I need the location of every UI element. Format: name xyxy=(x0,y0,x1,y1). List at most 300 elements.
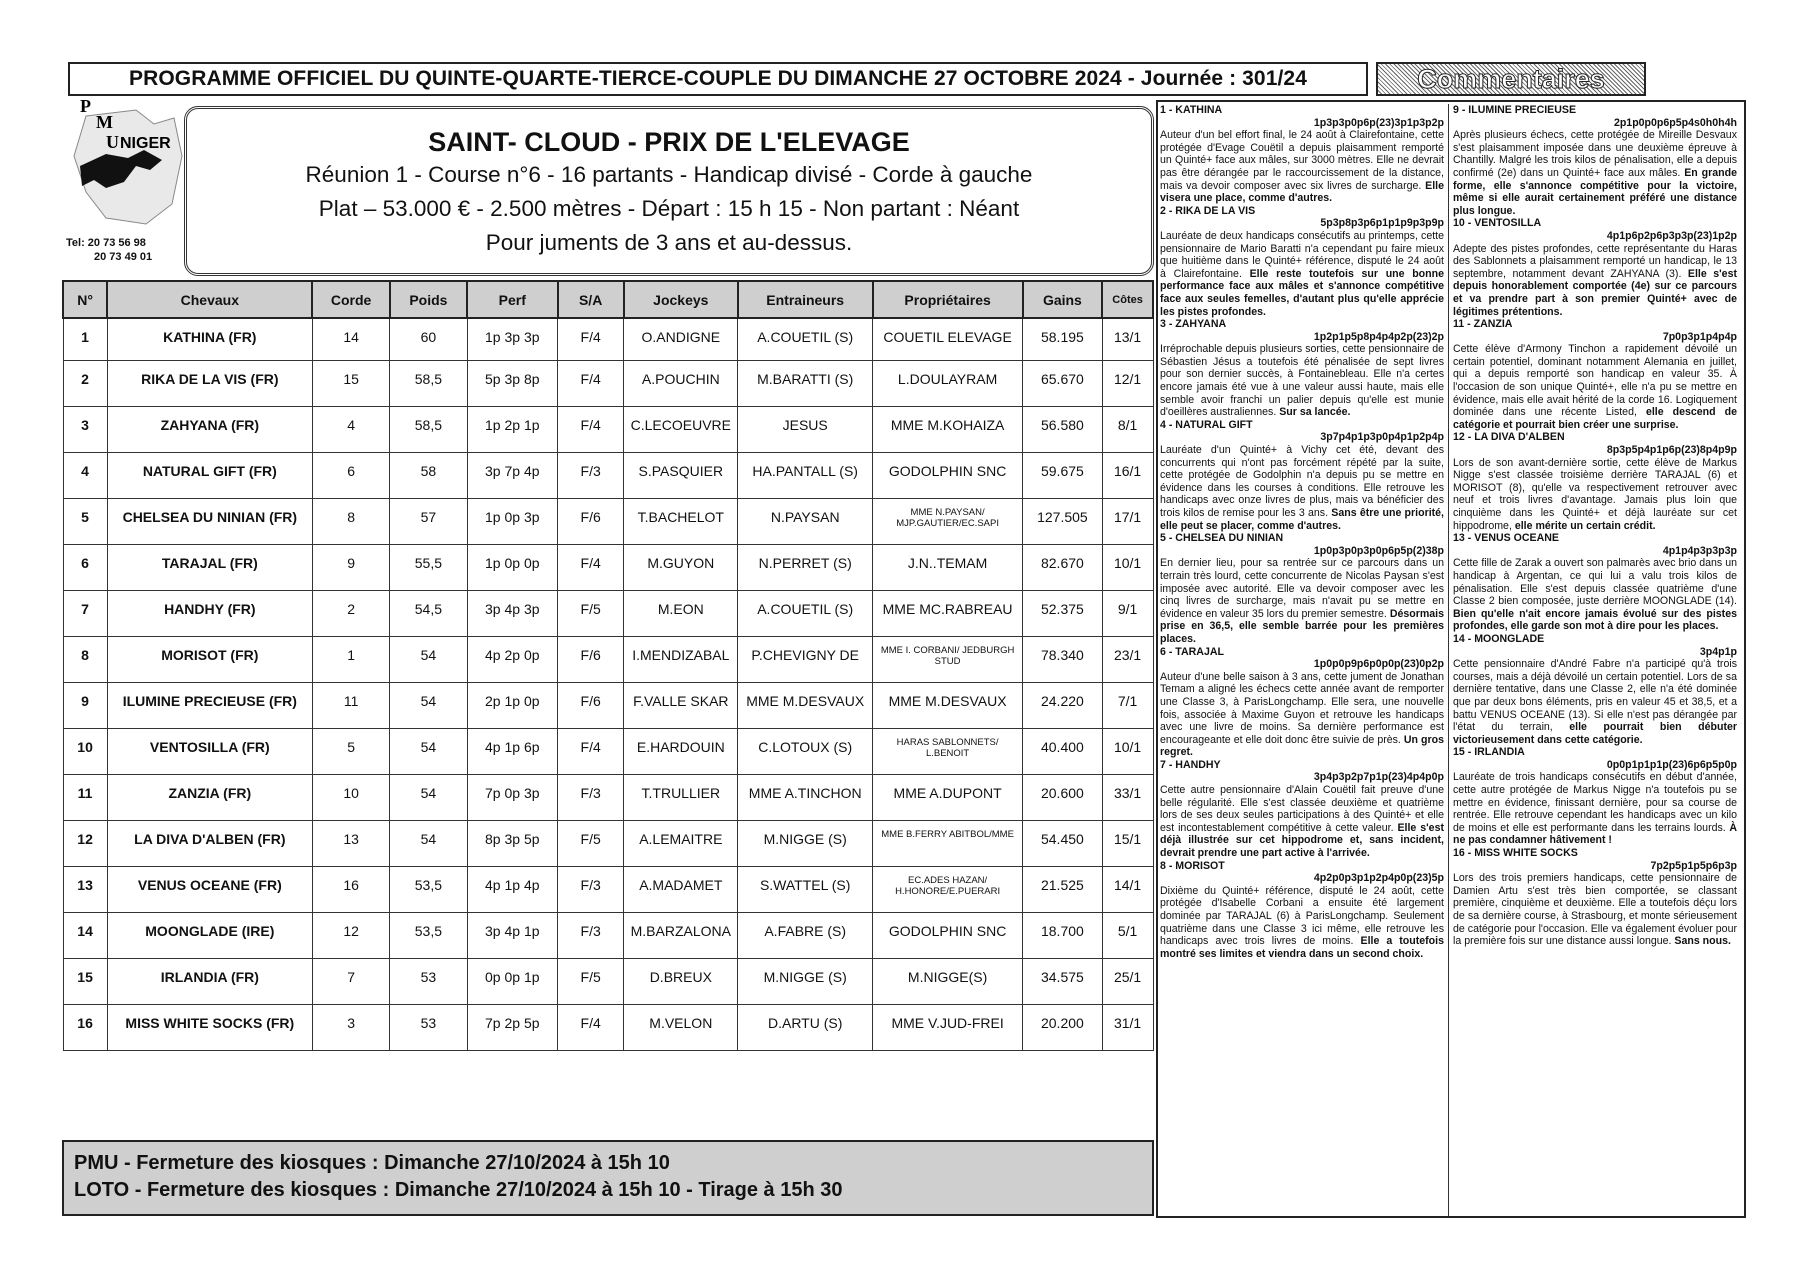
cell-sa: F/4 xyxy=(558,728,624,774)
header-sa: S/A xyxy=(558,281,624,318)
cell-poids: 58 xyxy=(390,452,467,498)
table-row xyxy=(63,820,1153,866)
cell-poids: 54 xyxy=(390,682,467,728)
runners-table xyxy=(62,280,1154,1051)
header-horse: Chevaux xyxy=(107,281,312,318)
comment-body: Auteur d'un bel effort final, le 24 août à Clairefontaine, cette protégée d'Evage Couëtil a depuis plaisamment remporté un Quinté+ face aux mâles, sur 3000 mètres. Elle ne devrait pas être dérangée par le raccourcissement de la distance, mais va devoir composer avec six livres de surcharge. xyxy=(1160,129,1444,192)
cell-poids: 55,5 xyxy=(390,544,467,590)
cell-gains: 20.600 xyxy=(1023,774,1102,820)
cell-corde: 8 xyxy=(312,498,389,544)
comment-perf: 1p0p3p0p3p0p6p5p(2)38p xyxy=(1313,544,1444,557)
cell-jockey: T.TRULLIER xyxy=(624,774,738,820)
race-line-3: Pour juments de 3 ans et au-dessus. xyxy=(485,230,853,255)
comment-perf: 2p1p0p0p6p5p4s0h0h4h xyxy=(1613,116,1737,129)
cell-trainer: M.NIGGE (S) xyxy=(738,958,873,1004)
comment-text xyxy=(1160,557,1444,645)
comment-block xyxy=(1160,318,1444,419)
cell-poids: 54 xyxy=(390,728,467,774)
cell-owner: MME B.FERRY ABITBOL/MME xyxy=(873,820,1023,866)
cell-cote: 25/1 xyxy=(1102,958,1153,1004)
cell-gains: 59.675 xyxy=(1023,452,1102,498)
cell-gains: 65.670 xyxy=(1023,360,1102,406)
cell-sa: F/6 xyxy=(558,636,624,682)
comment-body: Lauréate d'un Quinté+ à Vichy cet été, devant des concurrents qui n'ont pas forcément répété par la suite, cette protégée de Godolphin n'a depuis pu se mettre en évidence dans les courses à conditions. Elle retrouve les handicaps avec onze livres de plus, mais va bénéficier des trois kilos de remise pour les 3 ans. xyxy=(1160,444,1444,519)
comment-horse: 2 - RIKA DE LA VIS xyxy=(1160,204,1256,217)
cell-gains: 52.375 xyxy=(1023,590,1102,636)
cell-sa: F/5 xyxy=(558,590,624,636)
cell-perf: 8p 3p 5p xyxy=(467,820,558,866)
comment-block xyxy=(1160,860,1444,961)
cell-corde: 2 xyxy=(312,590,389,636)
comment-verdict: Sans être une priorité, elle peut se placer, comme d'autres. xyxy=(1160,507,1444,532)
cell-horse: RIKA DE LA VIS (FR) xyxy=(107,360,312,406)
cell-trainer: MME M.DESVAUX xyxy=(738,682,873,728)
comment-verdict: elle mérite un certain crédit. xyxy=(1514,519,1656,532)
cell-jockey: O.ANDIGNE xyxy=(624,318,738,360)
race-line-2: Plat – 53.000 € - 2.500 mètres - Départ : 15 h 15 - Non partant : Néant xyxy=(318,196,1020,221)
header-perf: Perf xyxy=(467,281,558,318)
comment-block xyxy=(1160,104,1444,205)
cell-owner: MME V.JUD-FREI xyxy=(873,1004,1023,1050)
comment-perf: 0p0p1p1p1p(23)6p6p5p0p xyxy=(1606,758,1737,771)
cell-gains: 56.580 xyxy=(1023,406,1102,452)
table-row xyxy=(63,452,1153,498)
cell-num: 11 xyxy=(63,774,107,820)
cell-horse: TARAJAL (FR) xyxy=(107,544,312,590)
comment-block xyxy=(1453,633,1737,746)
comment-text xyxy=(1453,457,1737,533)
cell-jockey: D.BREUX xyxy=(624,958,738,1004)
cell-sa: F/3 xyxy=(558,774,624,820)
comment-verdict: Elle visera une place, comme d'autres. xyxy=(1160,179,1444,205)
cell-jockey: S.PASQUIER xyxy=(624,452,738,498)
cell-trainer: N.PERRET (S) xyxy=(738,544,873,590)
cell-gains: 18.700 xyxy=(1023,912,1102,958)
cell-num: 12 xyxy=(63,820,107,866)
cell-owner: M.NIGGE(S) xyxy=(873,958,1023,1004)
cell-jockey: E.HARDOUIN xyxy=(624,728,738,774)
cell-num: 16 xyxy=(63,1004,107,1050)
cell-jockey: A.POUCHIN xyxy=(624,360,738,406)
comment-perf: 4p1p6p2p6p3p3p(23)1p2p xyxy=(1606,229,1737,242)
cell-gains: 40.400 xyxy=(1023,728,1102,774)
cell-cote: 12/1 xyxy=(1102,360,1153,406)
cell-trainer: JESUS xyxy=(738,406,873,452)
cell-cote: 31/1 xyxy=(1102,1004,1153,1050)
comment-body: Lauréate de deux handicaps consécutifs au printemps, cette pensionnaire de Mario Baratti n'a cependant pu faire mieux que huitième dans le Quinté+ référence, disputé le 24 août à Clairefontaine. xyxy=(1160,229,1444,280)
comment-perf: 3p7p4p1p3p0p4p1p2p4p xyxy=(1320,431,1444,444)
header-poids: Poids xyxy=(390,281,467,318)
cell-corde: 16 xyxy=(312,866,389,912)
cell-horse: KATHINA (FR) xyxy=(107,318,312,360)
cell-poids: 58,5 xyxy=(390,406,467,452)
cell-owner: J.N..TEMAM xyxy=(873,544,1023,590)
header-jockey: Jockeys xyxy=(624,281,738,318)
cell-gains: 127.505 xyxy=(1023,498,1102,544)
comment-body: Cette élève d'Armony Tinchon a rapidement dévoilé un certain potentiel, dominant notamment Alemania en juillet, qui a depuis remporté son handicap en valeur 35. À l'occasion de son unique Quinté+, elle n'a pu se mettre en évidence, mais elle avait hérité de la corde 16. Logiquement dominée dans une récente Listed, xyxy=(1453,343,1737,419)
comment-horse: 3 - ZAHYANA xyxy=(1160,318,1227,331)
comment-body: Cette fille de Zarak a ouvert son palmarès avec brio dans un handicap à Argentan, ce qui lui a valu trois kilos de pénalisation. Elle s'est depuis classée quatrième d'une Classe 2 bien composée, juste derrière MOONGLADE (14). xyxy=(1453,557,1737,608)
header-cote: Côtes xyxy=(1102,281,1153,318)
cell-corde: 14 xyxy=(312,318,389,360)
cell-horse: ILUMINE PRECIEUSE (FR) xyxy=(107,682,312,728)
comment-horse: 5 - CHELSEA DU NINIAN xyxy=(1160,532,1284,545)
cell-cote: 33/1 xyxy=(1102,774,1153,820)
comment-text xyxy=(1160,230,1444,318)
cell-num: 5 xyxy=(63,498,107,544)
cell-trainer: A.COUETIL (S) xyxy=(738,590,873,636)
comment-horse: 6 - TARAJAL xyxy=(1160,645,1224,658)
cell-cote: 5/1 xyxy=(1102,912,1153,958)
cell-horse: MISS WHITE SOCKS (FR) xyxy=(107,1004,312,1050)
cell-corde: 13 xyxy=(312,820,389,866)
cell-jockey: I.MENDIZABAL xyxy=(624,636,738,682)
cell-sa: F/3 xyxy=(558,452,624,498)
cell-trainer: HA.PANTALL (S) xyxy=(738,452,873,498)
comment-horse: 4 - NATURAL GIFT xyxy=(1160,418,1253,431)
cell-perf: 5p 3p 8p xyxy=(467,360,558,406)
cell-perf: 3p 4p 3p xyxy=(467,590,558,636)
cell-trainer: S.WATTEL (S) xyxy=(738,866,873,912)
pmu-niger-logo xyxy=(66,96,184,236)
loto-closing: LOTO - Fermeture des kiosques : Dimanche 27/10/2024 à 15h 10 - Tirage à 15h 30 xyxy=(74,1179,843,1201)
table-row xyxy=(63,958,1153,1004)
comment-perf: 7p0p3p1p4p4p xyxy=(1662,330,1737,343)
cell-corde: 10 xyxy=(312,774,389,820)
cell-owner: GODOLPHIN SNC xyxy=(873,912,1023,958)
cell-perf: 2p 1p 0p xyxy=(467,682,558,728)
table-row xyxy=(63,360,1153,406)
comment-horse: 15 - IRLANDIA xyxy=(1453,746,1525,759)
cell-owner: MME A.DUPONT xyxy=(873,774,1023,820)
cell-sa: F/4 xyxy=(558,318,624,360)
cell-perf: 4p 1p 4p xyxy=(467,866,558,912)
cell-poids: 57 xyxy=(390,498,467,544)
cell-horse: ZANZIA (FR) xyxy=(107,774,312,820)
cell-num: 4 xyxy=(63,452,107,498)
comment-horse: 16 - MISS WHITE SOCKS xyxy=(1453,847,1578,860)
comment-perf: 3p4p1p xyxy=(1699,645,1737,658)
comment-perf: 8p3p5p4p1p6p(23)8p4p9p xyxy=(1606,444,1737,457)
cell-num: 6 xyxy=(63,544,107,590)
cell-poids: 58,5 xyxy=(390,360,467,406)
cell-gains: 20.200 xyxy=(1023,1004,1102,1050)
cell-perf: 3p 4p 1p xyxy=(467,912,558,958)
cell-sa: F/4 xyxy=(558,544,624,590)
header-num: N° xyxy=(63,281,107,318)
comments-column-1 xyxy=(1160,104,1444,960)
cell-trainer: MME A.TINCHON xyxy=(738,774,873,820)
comment-horse: 7 - HANDHY xyxy=(1160,758,1221,771)
table-row xyxy=(63,544,1153,590)
cell-num: 2 xyxy=(63,360,107,406)
cell-num: 10 xyxy=(63,728,107,774)
comment-block xyxy=(1160,759,1444,860)
cell-owner: HARAS SABLONNETS/ L.BENOIT xyxy=(873,728,1023,774)
header-corde: Corde xyxy=(312,281,389,318)
cell-trainer: N.PAYSAN xyxy=(738,498,873,544)
comment-perf: 5p3p8p3p6p1p1p9p3p9p xyxy=(1320,217,1444,230)
cell-corde: 3 xyxy=(312,1004,389,1050)
cell-sa: F/4 xyxy=(558,406,624,452)
cell-gains: 34.575 xyxy=(1023,958,1102,1004)
cell-perf: 3p 7p 4p xyxy=(467,452,558,498)
pmu-closing: PMU - Fermeture des kiosques : Dimanche 27/10/2024 à 15h 10 xyxy=(74,1152,670,1174)
svg-text:P: P xyxy=(80,96,91,116)
comment-text xyxy=(1453,243,1737,319)
header-owner: Propriétaires xyxy=(873,281,1023,318)
comment-horse: 10 - VENTOSILLA xyxy=(1453,217,1542,230)
cell-poids: 53,5 xyxy=(390,866,467,912)
cell-num: 14 xyxy=(63,912,107,958)
cell-poids: 53 xyxy=(390,1004,467,1050)
cell-sa: F/4 xyxy=(558,360,624,406)
table-row xyxy=(63,590,1153,636)
cell-poids: 54 xyxy=(390,774,467,820)
comment-body: En dernier lieu, pour sa rentrée sur ce parcours dans un terrain très lourd, cette concurrente de Nicolas Paysan s'est imposée avec autorité. Elle va devoir composer avec les cinq livres de surcharge, mais n'avait pu se mettre en évidence en valeur 35 lors du premier semestre. xyxy=(1160,557,1444,620)
race-info-box xyxy=(184,106,1154,276)
table-row xyxy=(63,912,1153,958)
comment-body: Cette pensionnaire d'André Fabre n'a participé qu'à trois courses, mais a déjà dévoilé un certain potentiel. Lors de sa dernière tentative, dans une Classe 2, elle n'a été dominée que par deux bons éléments, pris en valeur 45 et 38,5, et a battu VENUS OCEANE (13). Si elle n'est pas dérangée par l'état du terrain, xyxy=(1453,658,1737,734)
comment-text xyxy=(1160,784,1444,860)
cell-trainer: P.CHEVIGNY DE xyxy=(738,636,873,682)
table-header-row xyxy=(63,281,1153,318)
table-row xyxy=(63,774,1153,820)
comment-verdict: À ne pas condamner hâtivement ! xyxy=(1453,821,1737,847)
table-row xyxy=(63,498,1153,544)
cell-corde: 6 xyxy=(312,452,389,498)
comment-block xyxy=(1160,419,1444,532)
comment-text xyxy=(1453,658,1737,746)
comment-verdict: elle pourrait bien débuter victorieusement dans cette catégorie. xyxy=(1453,721,1737,746)
cell-perf: 1p 2p 1p xyxy=(467,406,558,452)
comment-horse: 8 - MORISOT xyxy=(1160,859,1225,872)
comment-text xyxy=(1453,771,1737,847)
cell-jockey: M.GUYON xyxy=(624,544,738,590)
cell-corde: 15 xyxy=(312,360,389,406)
cell-cote: 7/1 xyxy=(1102,682,1153,728)
comment-block xyxy=(1160,646,1444,759)
cell-owner: MME M.DESVAUX xyxy=(873,682,1023,728)
cell-poids: 54,5 xyxy=(390,590,467,636)
comment-horse: 11 - ZANZIA xyxy=(1453,318,1513,331)
cell-sa: F/4 xyxy=(558,1004,624,1050)
comment-text xyxy=(1453,129,1737,217)
table-row xyxy=(63,636,1153,682)
cell-owner: COUETIL ELEVAGE xyxy=(873,318,1023,360)
cell-corde: 11 xyxy=(312,682,389,728)
cell-gains: 58.195 xyxy=(1023,318,1102,360)
cell-gains: 21.525 xyxy=(1023,866,1102,912)
comment-body: Après plusieurs échecs, cette protégée de Mireille Desvaux s'est plaisamment imposée dans une deuxième épreuve à Chantilly. Malgré les trois kilos de pénalisation, elle a depuis confirmé (2e) dans un Quinté+ face aux mâles. xyxy=(1453,129,1737,179)
comment-horse: 13 - VENUS OCEANE xyxy=(1453,532,1559,545)
cell-trainer: A.COUETIL (S) xyxy=(738,318,873,360)
svg-text:NIGER: NIGER xyxy=(120,135,171,152)
comment-body: Irréprochable depuis plusieurs sorties, cette pensionnaire de Sébastien Jésus a toutefois été pénalisée de sept livres pour son dernier succès, à Fontainebleau. Elle n'a certes encore jamais été vue à une valeur aussi haute, mais elle semble avoir franchi un palier depuis qu'elle est munie d'oeillères australiennes. xyxy=(1160,343,1444,419)
comment-body: Lauréate de trois handicaps consécutifs en début d'année, cette autre protégée de Markus Nigge n'a toutefois pu se mettre en évidence, finissant dernière, pour sa course de rentrée. Elle retrouve cependant les handicaps avec un kilo de moins et elle est performante dans les terrains lourds. xyxy=(1453,771,1737,834)
cell-cote: 16/1 xyxy=(1102,452,1153,498)
cell-trainer: M.BARATTI (S) xyxy=(738,360,873,406)
cell-corde: 5 xyxy=(312,728,389,774)
cell-owner: L.DOULAYRAM xyxy=(873,360,1023,406)
comment-text xyxy=(1160,444,1444,532)
cell-owner: GODOLPHIN SNC xyxy=(873,452,1023,498)
cell-perf: 1p 0p 3p xyxy=(467,498,558,544)
comment-block xyxy=(1453,746,1737,847)
cell-horse: IRLANDIA (FR) xyxy=(107,958,312,1004)
cell-poids: 54 xyxy=(390,636,467,682)
cell-horse: VENUS OCEANE (FR) xyxy=(107,866,312,912)
cell-perf: 1p 0p 0p xyxy=(467,544,558,590)
cell-gains: 78.340 xyxy=(1023,636,1102,682)
cell-trainer: A.FABRE (S) xyxy=(738,912,873,958)
telephone-line1: Tel: 20 73 56 98 xyxy=(66,237,146,249)
comment-body: Auteur d'une belle saison à 3 ans, cette jument de Jonathan Temam a aligné les échecs cette année avant de remporter une Classe 3, à ParisLongchamp. Elle sera, une nouvelle fois, associée à Maxime Guyon et retrouve les handicaps avec une livre de moins. Sa dernière performance est encourageante et elle doit donc être suivie de près. xyxy=(1160,670,1444,746)
comment-body: Adepte des pistes profondes, cette représentante du Haras des Sablonnets a plaisamment remporté un handicap, le 13 septembre, notamment devant ZAHYANA (3). xyxy=(1453,242,1737,280)
cell-perf: 4p 1p 6p xyxy=(467,728,558,774)
cell-jockey: C.LECOEUVRE xyxy=(624,406,738,452)
cell-num: 8 xyxy=(63,636,107,682)
cell-horse: HANDHY (FR) xyxy=(107,590,312,636)
cell-horse: ZAHYANA (FR) xyxy=(107,406,312,452)
cell-cote: 15/1 xyxy=(1102,820,1153,866)
header-trainer: Entraineurs xyxy=(738,281,873,318)
cell-horse: VENTOSILLA (FR) xyxy=(107,728,312,774)
comment-block xyxy=(1160,532,1444,645)
comment-perf: 4p1p4p3p3p3p xyxy=(1662,544,1737,557)
table-row xyxy=(63,318,1153,360)
closing-times-footer xyxy=(62,1140,1154,1216)
cell-cote: 10/1 xyxy=(1102,544,1153,590)
comment-perf: 4p2p0p3p1p2p4p0p(23)5p xyxy=(1313,872,1444,885)
comment-verdict: Sans nous. xyxy=(1674,935,1731,948)
comment-text xyxy=(1453,872,1737,948)
comment-block xyxy=(1453,318,1737,431)
cell-sa: F/3 xyxy=(558,866,624,912)
cell-perf: 1p 3p 3p xyxy=(467,318,558,360)
cell-jockey: A.MADAMET xyxy=(624,866,738,912)
comment-verdict: En grande forme, elle s'annonce compétitive pour la victoire, même si elle aurait certainement préféré une distance plus longue. xyxy=(1453,166,1737,217)
comment-block xyxy=(1453,847,1737,948)
comment-perf: 1p3p3p0p6p(23)3p1p3p2p xyxy=(1313,116,1444,129)
race-line-1: Réunion 1 - Course n°6 - 16 partants - Handicap divisé - Corde à gauche xyxy=(305,162,1033,187)
telephone xyxy=(66,236,178,264)
cell-sa: F/5 xyxy=(558,958,624,1004)
table-row xyxy=(63,682,1153,728)
comment-text xyxy=(1160,671,1444,759)
comment-horse: 12 - LA DIVA D'ALBEN xyxy=(1453,431,1565,444)
cell-num: 1 xyxy=(63,318,107,360)
comment-block xyxy=(1453,532,1737,633)
comment-block xyxy=(1453,217,1737,318)
cell-cote: 14/1 xyxy=(1102,866,1153,912)
cell-sa: F/6 xyxy=(558,498,624,544)
comment-horse: 1 - KATHINA xyxy=(1160,104,1223,116)
cell-gains: 82.670 xyxy=(1023,544,1102,590)
cell-owner: MME MC.RABREAU xyxy=(873,590,1023,636)
cell-gains: 54.450 xyxy=(1023,820,1102,866)
cell-cote: 17/1 xyxy=(1102,498,1153,544)
comment-verdict: Elle reste toutefois sur une bonne performance face aux mâles et s'annonce compétitive face aux seules femelles, d'autant plus qu'elle apprécie les pistes profondes. xyxy=(1160,267,1444,318)
table-row xyxy=(63,728,1153,774)
cell-sa: F/5 xyxy=(558,820,624,866)
cell-trainer: M.NIGGE (S) xyxy=(738,820,873,866)
cell-corde: 12 xyxy=(312,912,389,958)
cell-jockey: M.BARZALONA xyxy=(624,912,738,958)
comment-body: Dixième du Quinté+ référence, disputé le 24 août, cette protégée d'Isabelle Corbani a ensuite été largement dominée par TARAJAL (6) à ParisLongchamp. Seulement quatrième dans une Classe 3 ici même, elle retrouve les handicaps avec trois livres de moins. xyxy=(1160,884,1444,948)
comment-body: Cette autre pensionnaire d'Alain Couëtil fait preuve d'une belle régularité. Elle s'est classée deuxième et quatrième lors de ses deux seules participations à des Quinté+ et elle est incontestablement compétitive à cette valeur. xyxy=(1160,784,1444,834)
cell-cote: 13/1 xyxy=(1102,318,1153,360)
telephone-line2: 20 73 49 01 xyxy=(94,251,153,263)
cell-num: 7 xyxy=(63,590,107,636)
cell-trainer: D.ARTU (S) xyxy=(738,1004,873,1050)
cell-poids: 53 xyxy=(390,958,467,1004)
cell-trainer: C.LOTOUX (S) xyxy=(738,728,873,774)
comment-verdict: Elle s'est depuis honorablement comportée (4e) sur ce parcours et va prendre part à son premier Quinté+ avec de légitimes prétentions. xyxy=(1453,267,1737,318)
comment-block xyxy=(1453,431,1737,532)
cell-owner: MME I. CORBANI/ JEDBURGH STUD xyxy=(873,636,1023,682)
cell-sa: F/6 xyxy=(558,682,624,728)
comment-text xyxy=(1160,343,1444,419)
comment-block xyxy=(1453,104,1737,217)
comment-verdict: elle descend de catégorie et pourrait bien créer une surprise. xyxy=(1453,406,1737,431)
cell-horse: MOONGLADE (IRE) xyxy=(107,912,312,958)
cell-num: 3 xyxy=(63,406,107,452)
cell-horse: LA DIVA D'ALBEN (FR) xyxy=(107,820,312,866)
cell-perf: 7p 2p 5p xyxy=(467,1004,558,1050)
table-row xyxy=(63,406,1153,452)
cell-owner: MME N.PAYSAN/ MJP.GAUTIER/EC.SAPI xyxy=(873,498,1023,544)
cell-horse: MORISOT (FR) xyxy=(107,636,312,682)
comment-verdict: Bien qu'elle n'ait encore jamais évolué sur des pistes profondes, elle garde son mot à dire pour les places. xyxy=(1453,607,1737,633)
comment-verdict: Un gros regret. xyxy=(1160,733,1444,759)
comment-perf: 7p2p5p1p5p6p3p xyxy=(1650,859,1737,872)
comment-perf: 3p4p3p2p7p1p(23)4p4p0p xyxy=(1313,771,1444,784)
cell-corde: 7 xyxy=(312,958,389,1004)
cell-perf: 0p 0p 1p xyxy=(467,958,558,1004)
comment-text xyxy=(1160,129,1444,205)
comments-column-2 xyxy=(1448,104,1737,1216)
cell-owner: EC.ADES HAZAN/ H.HONORE/E.PUERARI xyxy=(873,866,1023,912)
svg-text:U: U xyxy=(106,132,119,152)
cell-jockey: A.LEMAITRE xyxy=(624,820,738,866)
comment-text xyxy=(1453,343,1737,431)
comment-verdict: Désormais prise en 36,5, elle semble barrée pour les premières places. xyxy=(1160,607,1444,645)
comment-horse: 9 - ILUMINE PRECIEUSE xyxy=(1453,104,1577,116)
comment-perf: 1p2p1p5p8p4p4p2p(23)2p xyxy=(1313,330,1444,343)
cell-gains: 24.220 xyxy=(1023,682,1102,728)
cell-perf: 7p 0p 3p xyxy=(467,774,558,820)
cell-corde: 1 xyxy=(312,636,389,682)
table-row xyxy=(63,866,1153,912)
table-row xyxy=(63,1004,1153,1050)
cell-sa: F/3 xyxy=(558,912,624,958)
program-title: PROGRAMME OFFICIEL DU QUINTE-QUARTE-TIERCE-COUPLE DU DIMANCHE 27 OCTOBRE 2024 - Journée : 301/24 xyxy=(68,62,1368,96)
cell-cote: 10/1 xyxy=(1102,728,1153,774)
cell-cote: 9/1 xyxy=(1102,590,1153,636)
header-gains: Gains xyxy=(1023,281,1102,318)
cell-jockey: T.BACHELOT xyxy=(624,498,738,544)
comment-text xyxy=(1453,557,1737,633)
comment-perf: 1p0p0p9p6p0p0p(23)0p2p xyxy=(1313,658,1444,671)
cell-corde: 4 xyxy=(312,406,389,452)
comment-verdict: Sur sa lancée. xyxy=(1279,406,1351,419)
cell-jockey: M.VELON xyxy=(624,1004,738,1050)
cell-cote: 23/1 xyxy=(1102,636,1153,682)
cell-num: 9 xyxy=(63,682,107,728)
cell-num: 13 xyxy=(63,866,107,912)
cell-num: 15 xyxy=(63,958,107,1004)
